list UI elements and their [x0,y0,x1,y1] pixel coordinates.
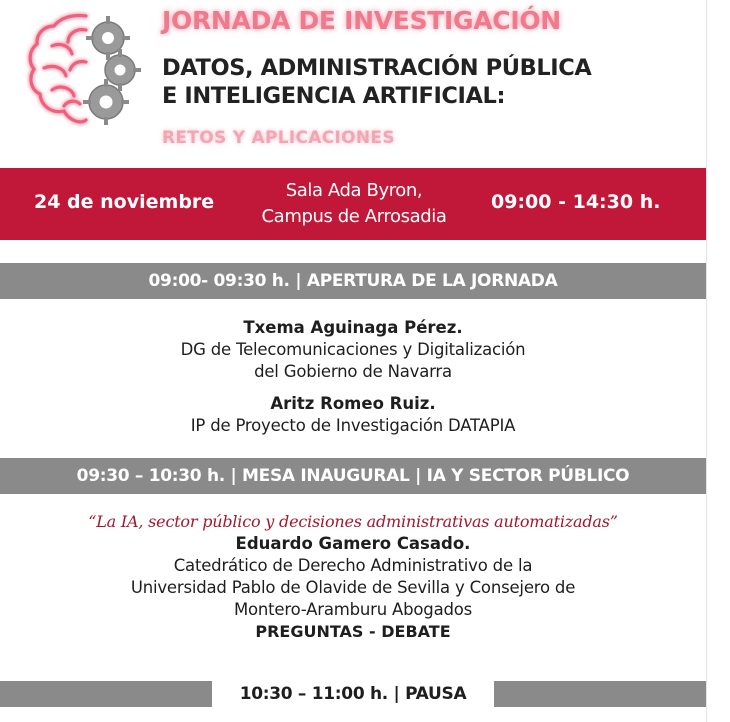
speaker-block [0,393,706,437]
page-edge-rule [706,0,707,722]
event-title-line: E INTELIGENCIA ARTIFICIAL: [162,83,506,109]
speaker-role: Catedrático de Derecho Administrativo de la [173,556,533,575]
brain-gear-icon [22,6,150,134]
speaker-role: Montero-Aramburu Abogados [233,600,473,619]
speaker-role: Universidad Pablo de Olavide de Sevilla y Consejero de [130,578,576,597]
event-time: 09:00 - 14:30 h. [491,191,661,213]
venue-line: Sala Ada Byron, [285,180,423,201]
event-info-band [0,168,706,240]
venue-line: Campus de Arrosadia [261,206,447,227]
speaker-name: Eduardo Gamero Casado. [235,534,471,553]
event-subtitle: RETOS Y APLICACIONES [162,128,395,148]
speaker-name: Txema Aguinaga Pérez. [243,318,463,337]
session-header: 09:00- 09:30 h. | APERTURA DE LA JORNADA [0,263,706,299]
pause-bar-right [494,681,706,707]
speaker-name: Aritz Romeo Ruiz. [270,394,436,413]
talk-quote: “La IA, sector público y decisiones administrativas automatizadas” [88,512,618,531]
session-header: 09:30 – 10:30 h. | MESA INAUGURAL | IA Y SECTOR PÚBLICO [0,458,706,494]
event-kicker: JORNADA DE INVESTIGACIÓN [162,6,561,35]
speaker-block [0,511,706,643]
event-title [162,54,591,110]
event-date: 24 de noviembre [34,191,215,213]
speaker-role: IP de Proyecto de Investigación DATAPIA [190,416,516,435]
debate-label: PREGUNTAS - DEBATE [255,622,451,641]
speaker-block [0,317,706,383]
event-venue [236,178,472,230]
speaker-role: del Gobierno de Navarra [254,362,452,381]
session-header: 10:30 – 11:00 h. | PAUSA [239,684,467,704]
event-title-line: DATOS, ADMINISTRACIÓN PÚBLICA [162,55,592,81]
speaker-role: DG de Telecomunicaciones y Digitalización [180,340,526,359]
pause-bar-left [0,681,212,707]
